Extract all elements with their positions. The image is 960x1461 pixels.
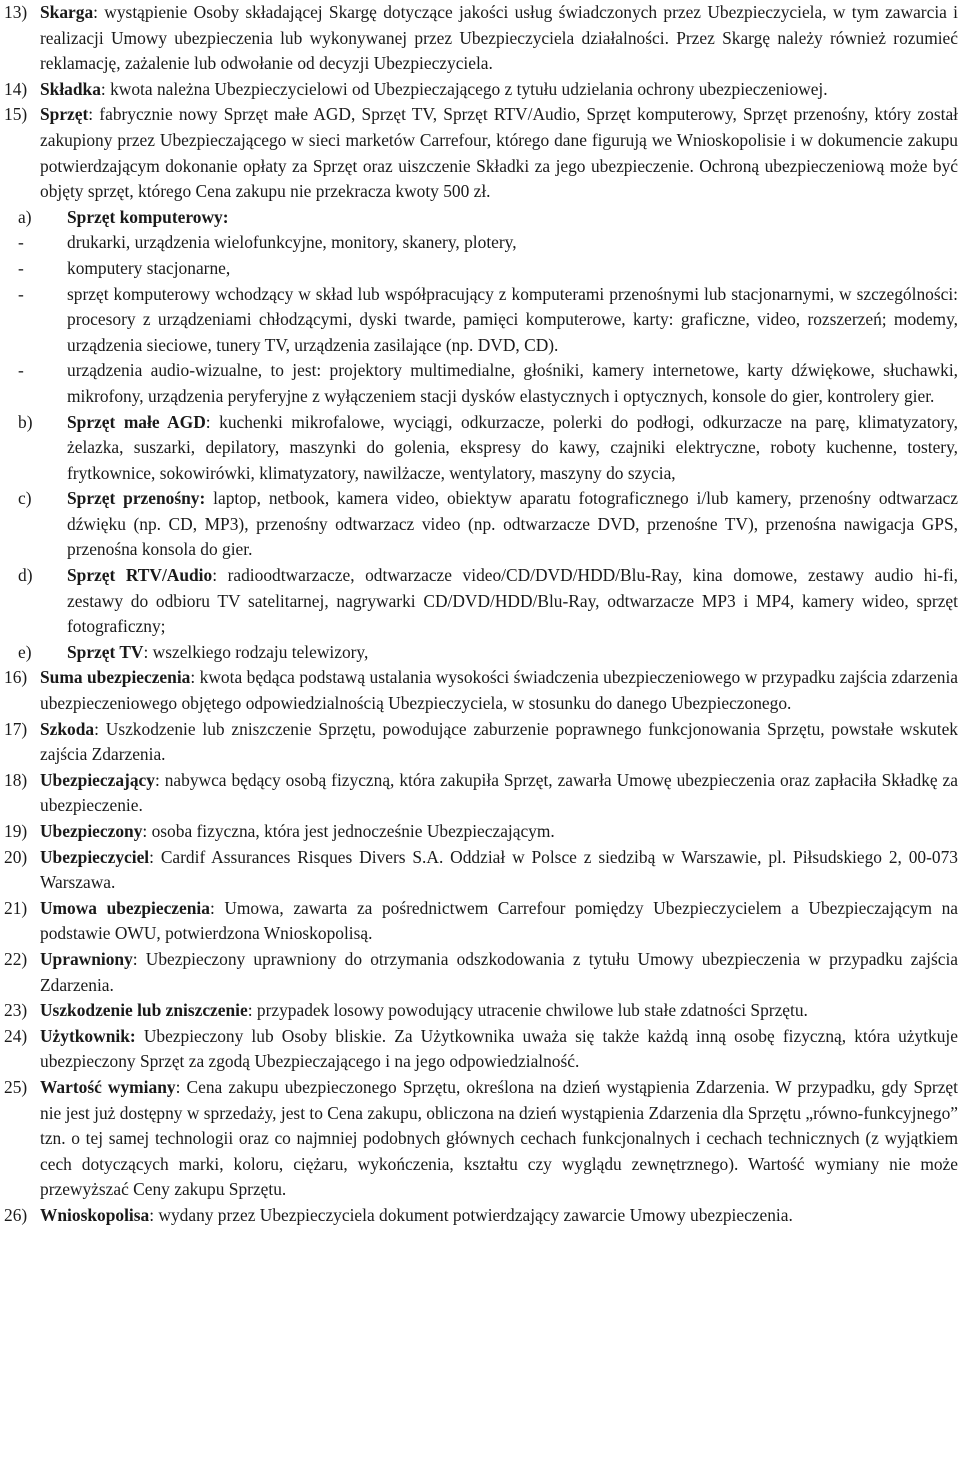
definition-text: : Uszkodzenie lub zniszczenie Sprzętu, powodujące zaburzenie poprawnego funkcjonowania Sprzętu, powstałe wskutek zajścia Zdarzenia.: [40, 718, 958, 765]
definition-term: Sprzęt: [40, 104, 89, 125]
definition-text: : Cena zakupu ubezpieczonego Sprzętu, określona na dzień wystąpienia Zdarzenia. W przypadku, gdy Sprzęt nie jest już dostępny w sprzedaży, jest to Cena zakupu, obliczona na dzień wystąpienia Zdarzenia dla Sprzętu „równo-funkcyjnego” tzn. o tej samej technologii oraz co najmniej podobnych głównych cechach funkcjonalnych i cechach technicznych (z wyjątkiem cech dotyczących marki, koloru, ciężaru, wykończenia, kształtu czy wyglądu zewnętrznego). Wartość wymiany nie może przewyższać Ceny zakupu Sprzętu.: [40, 1076, 958, 1200]
subitem-letter: c): [18, 488, 32, 509]
definition-term: Ubezpieczający: [40, 769, 155, 790]
subitem-term: Sprzęt TV: [67, 641, 144, 662]
definition-term: Użytkownik:: [40, 1025, 136, 1046]
bullet-item: [4, 282, 958, 359]
definition-text: Ubezpieczony lub Osoby bliskie. Za Użytkownika uważa się także każdą inną osobę fizyczną, która użytkuje ubezpieczony Sprzęt za zgodą Ubezpieczającego i na jego odpowiedzialność.: [40, 1025, 958, 1072]
definition-number: 22): [4, 948, 28, 969]
definition-term: Skarga: [40, 2, 94, 22]
definition-text: : kwota będąca podstawą ustalania wysokości świadczenia ubezpieczeniowego w przypadku zajścia zdarzenia ubezpieczeniowego objętego odpowiedzialnością Ubezpieczyciela, w stosunku do danego Ubezpieczonego.: [40, 667, 959, 714]
subitem-letter: d): [18, 565, 33, 586]
definition-17: [4, 717, 958, 768]
definition-term: Szkoda: [40, 718, 95, 739]
definition-term: Uszkodzenie lub zniszczenie: [40, 1000, 248, 1021]
bullet-text: komputery stacjonarne,: [67, 257, 231, 278]
definition-19: [4, 819, 958, 845]
dash-marker: -: [18, 232, 24, 253]
subitem-term: Sprzęt RTV/Audio: [67, 565, 213, 586]
subitem-term: Sprzęt komputerowy:: [67, 206, 229, 227]
subitem-term: Sprzęt przenośny:: [67, 488, 206, 509]
definition-text: : nabywca będący osobą fizyczną, która zakupiła Sprzęt, zawarła Umowę ubezpieczenia oraz zapłaciła Składkę za ubezpieczenie.: [40, 769, 958, 816]
dash-marker: -: [18, 257, 24, 278]
definitions-list: [4, 0, 958, 1229]
definition-15: [4, 102, 958, 204]
definition-18: [4, 768, 958, 819]
definition-text: : Umowa, zawarta za pośrednictwem Carrefour pomiędzy Ubezpieczycielem a Ubezpieczającym na podstawie OWU, potwierdzona Wnioskopolisą.: [40, 897, 958, 944]
bullet-item: [4, 230, 958, 256]
subitem-c: [4, 486, 958, 563]
definition-23: [4, 998, 958, 1024]
bullet-text: sprzęt komputerowy wchodzący w skład lub współpracujący z komputerami przenośnymi lub stacjonarnymi, w szczególności: procesory z urządzeniami chłodzącymi, dyski twarde, pamięci komputerowe, karty: graficzne, video, rozszerzeń; modemy, urządzenia sieciowe, tunery TV, urządzenia zasilające (np. DVD, CD).: [67, 283, 958, 355]
subitem-text: : wszelkiego rodzaju telewizory,: [143, 641, 369, 662]
definition-number: 20): [4, 846, 28, 867]
definition-14: [4, 77, 958, 103]
definition-20: [4, 845, 958, 896]
definition-26: [4, 1203, 958, 1229]
definition-term: Ubezpieczyciel: [40, 846, 150, 867]
definition-term: Suma ubezpieczenia: [40, 667, 191, 688]
definition-text: : fabrycznie nowy Sprzęt małe AGD, Sprzęt TV, Sprzęt RTV/Audio, Sprzęt komputerowy, Sprzęt przenośny, który został zakupiony przez Ubezpieczającego w sieci marketów Carrefour, którego dane figurują we Wnioskopolisie i w dokumencie zakupu potwierdzającym dokonanie opłaty za Sprzęt oraz uiszczenie Składki za jego ubezpieczenie. Ochroną ubezpieczeniową może być objęty sprzęt, którego Cena zakupu nie przekracza kwoty 500 zł.: [40, 104, 958, 202]
subitem-term: Sprzęt małe AGD: [67, 411, 206, 432]
definition-term: Wartość wymiany: [40, 1076, 176, 1097]
dash-marker: -: [18, 360, 24, 381]
definition-24: [4, 1024, 958, 1075]
definition-number: 16): [4, 667, 28, 688]
definition-13: [4, 0, 958, 77]
bullet-item: [4, 256, 958, 282]
definition-term: Uprawniony: [40, 948, 133, 969]
definition-number: 23): [4, 1000, 28, 1021]
subitem-b: [4, 410, 958, 487]
definition-text: : Ubezpieczony uprawniony do otrzymania odszkodowania z tytułu Umowy ubezpieczenia w przypadku zajścia Zdarzenia.: [40, 948, 958, 995]
definition-21: [4, 896, 958, 947]
definition-number: 25): [4, 1076, 28, 1097]
definition-25: [4, 1075, 958, 1203]
definition-number: 21): [4, 897, 28, 918]
subitem-text: laptop, netbook, kamera video, obiektyw aparatu fotograficznego i/lub kamery, przenośny odtwarzacz dźwięku (np. CD, MP3), przenośny odtwarzacz video (np. odtwarzacze DVD, przenośne TV), przenośna nawigacja GPS, przenośna konsola do gier.: [67, 488, 958, 560]
definition-number: 24): [4, 1025, 28, 1046]
definition-text: : kwota należna Ubezpieczycielowi od Ubezpieczającego z tytułu udzielania ochrony ubezpieczeniowej.: [100, 78, 828, 99]
definition-text: : Cardif Assurances Risques Divers S.A. Oddział w Polsce z siedzibą w Warszawie, pl. Piłsudskiego 2, 00-073 Warszawa.: [40, 846, 958, 893]
subitem-text: : kuchenki mikrofalowe, wyciągi, odkurzacze, polerki do podłogi, odkurzacze na parę, klimatyzatory, żelazka, suszarki, depilatory, maszynki do golenia, ekspresy do kawy, czajniki elektryczne, roboty kuchenne, tostery, frytkownice, sokowirówki, klimatyzatory, nawilżacze, wentylatory, maszyny do szycia,: [67, 411, 959, 483]
definition-text: : przypadek losowy powodujący utracenie chwilowe lub stałe zdatności Sprzętu.: [247, 1000, 808, 1021]
subitem-a: [4, 205, 958, 231]
definition-number: 26): [4, 1204, 28, 1225]
subitem-letter: b): [18, 411, 33, 432]
subitem-text: : radioodtwarzacze, odtwarzacze video/CD/DVD/HDD/Blu-Ray, kina domowe, zestawy audio hi-fi, zestawy do odbioru TV satelitarnej, nagrywarki CD/DVD/HDD/Blu-Ray, odtwarzacze MP3 i MP4, kamery wideo, sprzęt fotograficzny;: [67, 565, 959, 637]
subitem-letter: e): [18, 641, 32, 662]
subitem-e: [4, 640, 958, 666]
dash-marker: -: [18, 283, 24, 304]
definition-number: 18): [4, 769, 28, 790]
definition-term: Wnioskopolisa: [40, 1204, 150, 1225]
definition-text: : wystąpienie Osoby składającej Skargę dotyczące jakości usług świadczonych przez Ubezpieczyciela, w tym zawarcia i realizacji Umowy ubezpieczenia lub wykonywanej przez Ubezpieczyciela działalności. Przez Skargę należy również rozumieć reklamację, zażalenie lub odwołanie od decyzji Ubezpieczyciela.: [40, 2, 958, 74]
definition-term: Umowa ubezpieczenia: [40, 897, 210, 918]
subitem-d: [4, 563, 958, 640]
definition-16: [4, 665, 958, 716]
definition-number: 17): [4, 718, 28, 739]
definition-term: Ubezpieczony: [40, 821, 143, 841]
bullet-text: urządzenia audio-wizualne, to jest: projektory multimedialne, głośniki, kamery internetowe, karty dźwiękowe, słuchawki, mikrofony, urządzenia peryferyjne z wyłączeniem stacji dysków elastycznych i optycznych, konsole do gier, kontrolery gier.: [67, 360, 958, 406]
definition-text: : osoba fizyczna, która jest jednocześnie Ubezpieczającym.: [142, 821, 555, 841]
definition-22: [4, 947, 958, 998]
definition-text: : wydany przez Ubezpieczyciela dokument potwierdzający zawarcie Umowy ubezpieczenia.: [149, 1204, 793, 1225]
definition-number: 15): [4, 104, 28, 125]
definition-term: Składka: [40, 78, 101, 99]
definition-number: 19): [4, 821, 28, 841]
definition-number: 14): [4, 78, 28, 99]
definition-number: 13): [4, 2, 28, 22]
bullet-text: drukarki, urządzenia wielofunkcyjne, monitory, skanery, plotery,: [67, 232, 517, 253]
bullet-item: [4, 358, 958, 409]
subitem-letter: a): [18, 206, 32, 227]
